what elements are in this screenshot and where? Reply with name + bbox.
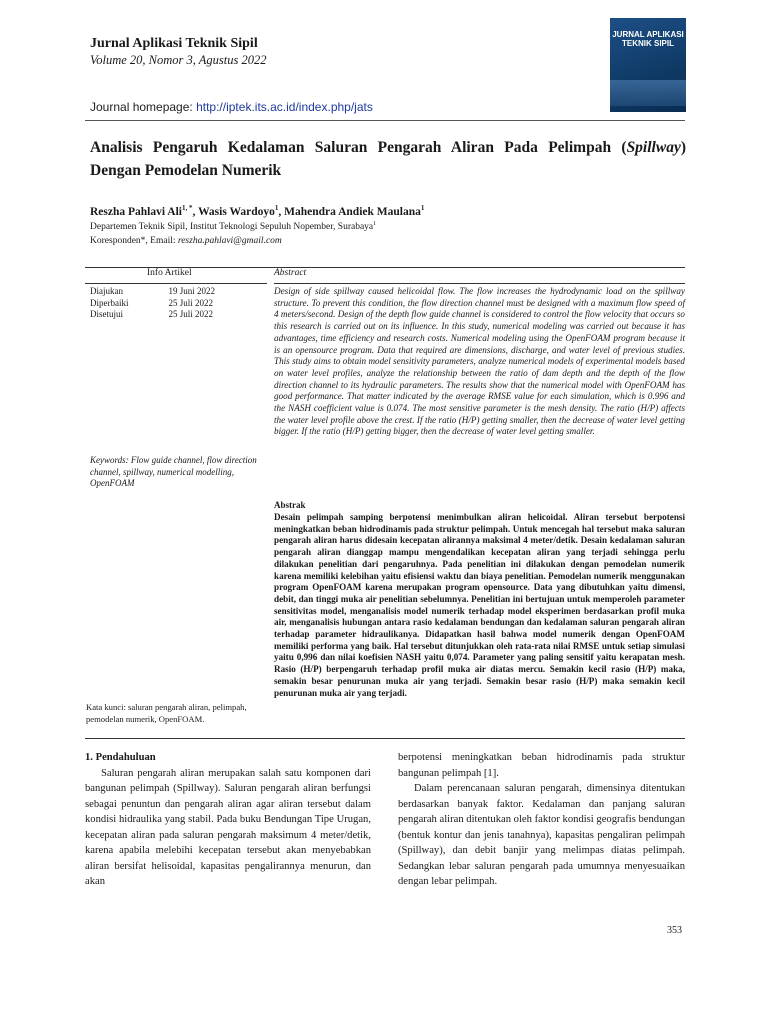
keywords-english: Keywords: Flow guide channel, flow direction channel, spillway, numerical modelling, OpenFOAM xyxy=(90,455,257,488)
abstract-english: Design of side spillway caused helicoidal flow. The flow increases the hydrodynamic load on the spillway structure. To prevent this condition, the flow direction channel must be designed with a maximum flow speed of 4 meters/second. Design of the depth flow guide channel is considered to control the flow velocity that occurs so this research is carried out on its influence. In this study, numerical modeling was carried out because it has advantages, time efficiency and research costs. Numerical modeling using the OpenFOAM program because it is an opensource program. Data that required are dimensions, discharge, and water level of previous studies. This study aims to obtain model sensitivity parameters, analyze numerical models of experimental models based on water level profiles, analyze the relationship between the ratio of dam depth and the depth of the flow direction channel to its hydraulic parameters. The results show that the numerical model with OpenFOAM has good performance. That matter indicated by the average RMSE value for each simulation, which is 0.996 and the NASH coefficient value is 0.074. The most sensitive parameter is the mesh density. The ratio (H/P) affects the water level profile above the crest. If the ratio (H/P) getting smaller, then the decrease of water level getting bigger. If the ratio (H/P) getting bigger, then the decrease of water level getting smaller. xyxy=(274,286,685,437)
date-row: Diajukan 19 Juni 2022 xyxy=(90,286,216,296)
article-dates xyxy=(90,286,235,321)
author-name: Reszha Pahlavi Ali xyxy=(90,205,183,218)
body-column-left xyxy=(85,750,371,890)
abstract-header: Abstract xyxy=(274,268,307,278)
homepage-label: Journal homepage: xyxy=(90,100,197,114)
cover-title: JURNAL APLIKASI TEKNIK SIPIL xyxy=(612,30,684,48)
paragraph: berpotensi meningkatkan beban hidrodinamis pada struktur bangunan pelimpah [1]. xyxy=(398,752,685,779)
abstrak-header: Abstrak xyxy=(274,500,306,510)
section-heading: 1. Pendahuluan xyxy=(85,752,156,763)
info-artikel-header: Info Artikel xyxy=(147,268,192,278)
article-title: Analisis Pengaruh Kedalaman Saluran Pengarah Aliran Pada Pelimpah (Spillway) Dengan Pemodelan Numerik xyxy=(90,139,686,179)
correspondent-email[interactable]: reszha.pahlavi@gmail.com xyxy=(177,236,282,246)
paragraph: Saluran pengarah aliran merupakan salah satu komponen dari bangunan pelimpah (Spillway). Saluran pengarah aliran berfungsi sebagai penuntun dan pengarah aliran agar aliran tersebut dalam kondisi hidraulika yang stabil. Pada buku Bendungan Tipe Urugan, kecepatan aliran pada saluran pengarah maksimum 4 meter/detik, karena apabila melebihi kecepatan tersebut akan menyebabkan aliran bersifat helisoidal, kapasitas pengalirannya menurun, dan akan xyxy=(85,767,371,887)
abstract-header-divider xyxy=(274,283,685,284)
journal-homepage xyxy=(90,100,373,114)
paragraph: Dalam perencanaan saluran pengarah, dimensinya ditentukan berdasarkan banyak faktor. Kedalaman dan panjang saluran pengarah aliran ditentukan oleh faktor kondisi geografis bendungan (bentuk kontur dan jenis tanahnya), kapasitas pengaliran pelimpah (Spillway), dan debit banjir yang melimpas diatas pelimpah. Sedangkan lebar saluran pengarah pada umumnya menyesuaikan dengan lebar pelimpah. xyxy=(398,783,685,887)
author-list: Reszha Pahlavi Ali$^{1, *}$, Wasis Wardoyo$^1$, Mahendra Andiek Maulana$^1$ xyxy=(90,204,425,218)
abstract-bottom-divider xyxy=(85,738,685,739)
date-row: Diperbaiki 25 Juli 2022 xyxy=(90,297,214,308)
affiliation: Departemen Teknik Sipil, Institut Teknologi Sepuluh Nopember, Surabaya$^1$ xyxy=(90,221,377,233)
journal-name: Jurnal Aplikasi Teknik Sipil xyxy=(90,36,258,51)
journal-cover-image xyxy=(610,18,686,112)
keywords-indonesian: Kata kunci: saluran pengarah aliran, pelimpah, pemodelan numerik, OpenFOAM. xyxy=(86,702,247,724)
abstrak-indonesian: Desain pelimpah samping berpotensi menimbulkan aliran helicoidal. Aliran tersebut berpotensi meningkatkan beban hidrodinamis pada struktur pelimpah. Untuk mencegah hal tersebut maka saluran pengarah aliran harus didesain kecepatan alirannya maksimal 4 meter/detik. Desain kedalaman saluran pengarah aliran dianggap mampu mengendalikan kecepatan aliran yang terjadi sehingga perlu dilakukan penelitian dari pengaruhnya. Pada penelitian ini dilakukan dengan pemodelan numerik karena memiliki kelebihan yaitu efisiensi waktu dan biaya penelitian. Pemodelan numerik menggunakan program OpenFOAM karena merupakan program opensource. Data yang dibutuhkan yaitu dimensi, debit, dan tinggi muka air penelitian sebelumnya. Penelitian ini bertujuan untuk memperoleh parameter sensitivitas model, menganalisis model numerik terhadap model eksperimen berdasarkan profil muka air, menganalisis hubungan antara rasio kedalaman bendungan dan kedalaman saluran pengarah aliran terhadap parameter hidraulikanya. Didapatkan hasil bahwa model numerik dengan OpenFOAM memiliki performa yang baik. Hal tersebut ditunjukkan oleh rata-rata nilai RMSE untuk setiap simulasi yaitu 0,996 dan nilai koefisien NASH yaitu 0,074. Parameter yang paling sensitif yaitu kerapatan mesh. Rasio (H/P) berpengaruh terhadap profil muka air diatas mercu. Semakin kecil rasio (H/P) maka, semakin besar penurunan muka air yang terjadi. Semakin besar rasio (H/P) maka semakin kecil penurunan muka air yang terjadi. xyxy=(274,512,685,698)
cover-wave-graphic xyxy=(610,80,686,106)
correspondent: Koresponden*, Email: reszha.pahlavi@gmail.com xyxy=(90,236,282,246)
body-column-right xyxy=(398,750,685,890)
author-name: Mahendra Andiek Maulana xyxy=(284,205,421,218)
journal-volume: Volume 20, Nomor 3, Agustus 2022 xyxy=(90,53,267,67)
info-header-divider xyxy=(85,283,267,284)
page-number: 353 xyxy=(667,925,682,936)
homepage-link[interactable]: http://iptek.its.ac.id/index.php/jats xyxy=(196,100,373,114)
author-name: Wasis Wardoyo xyxy=(198,205,275,218)
date-row: Disetujui 25 Juli 2022 xyxy=(90,309,214,319)
header-divider xyxy=(85,120,685,121)
